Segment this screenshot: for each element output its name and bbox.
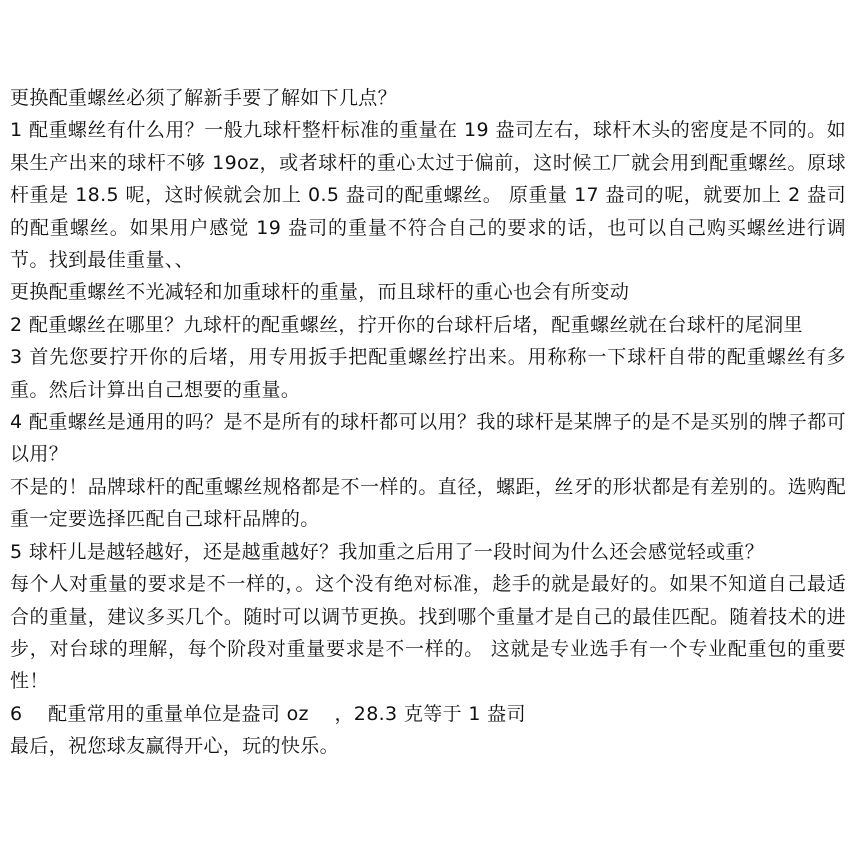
paragraph-5-question: 5 球杆儿是越轻越好，还是越重越好？我加重之后用了一段时间为什么还会感觉轻或重？	[10, 540, 765, 563]
paragraph-4-question: 4 配重螺丝是通用的吗？是不是所有的球杆都可以用？我的球杆是某牌子的是不是买别的牌子都可以用？	[10, 411, 846, 466]
paragraph-1-purpose: 1 配重螺丝有什么用？一般九球杆整杆标准的重量在 19 盎司左右，球杆木头的密度是不同的。如果生产出来的球杆不够 19oz，或者球杆的重心太过于偏前，这时候工厂就会用到配重螺丝。原球杆重是 18.5 呢，这时候就会加上 0.5 盎司的配重螺丝。 原重量 17 盎司的呢，就要加上 2 盎司的配重螺丝。如果用户感觉 19 盎司的重量不符合自己的要求的话，也可以自己购买螺丝进行调节。找到最佳重量、、	[10, 119, 846, 272]
paragraph-4-answer: 不是的！品牌球杆的配重螺丝规格都是不一样的。直径，螺距，丝牙的形状都是有差别的。选购配重一定要选择匹配自己球杆品牌的。	[10, 475, 846, 531]
document-body	[10, 82, 846, 763]
paragraph-5-answer: 每个人对重量的要求是不一样的，。这个没有绝对标准，趁手的就是最好的。如果不知道自己最适合的重量，建议多买几个。随时可以调节更换。找到哪个重量才是自己的最佳匹配。随着技术的进步，对台球的理解，每个阶段对重量要求是不一样的。 这就是专业选手有一个专业配重包的重要性！	[10, 573, 846, 693]
paragraph-3-steps: 3 首先您要拧开你的后堵，用专用扳手把配重螺丝拧出来。用称称一下球杆自带的配重螺丝有多重。然后计算出自己想要的重量。	[10, 346, 846, 401]
heading-line: 更换配重螺丝必须了解新手要了解如下几点？	[10, 87, 398, 109]
paragraph-2-location: 2 配重螺丝在哪里？九球杆的配重螺丝，拧开你的台球杆后堵，配重螺丝就在台球杆的尾洞里	[10, 313, 803, 336]
paragraph-6-units: 6 配重常用的重量单位是盎司 oz ，28.3 克等于 1 盎司	[10, 702, 526, 725]
closing-line: 最后，祝您球友赢得开心，玩的快乐。	[10, 735, 339, 758]
paragraph-note-center-of-gravity: 更换配重螺丝不光减轻和加重球杆的重量，而且球杆的重心也会有所变动	[10, 281, 630, 304]
